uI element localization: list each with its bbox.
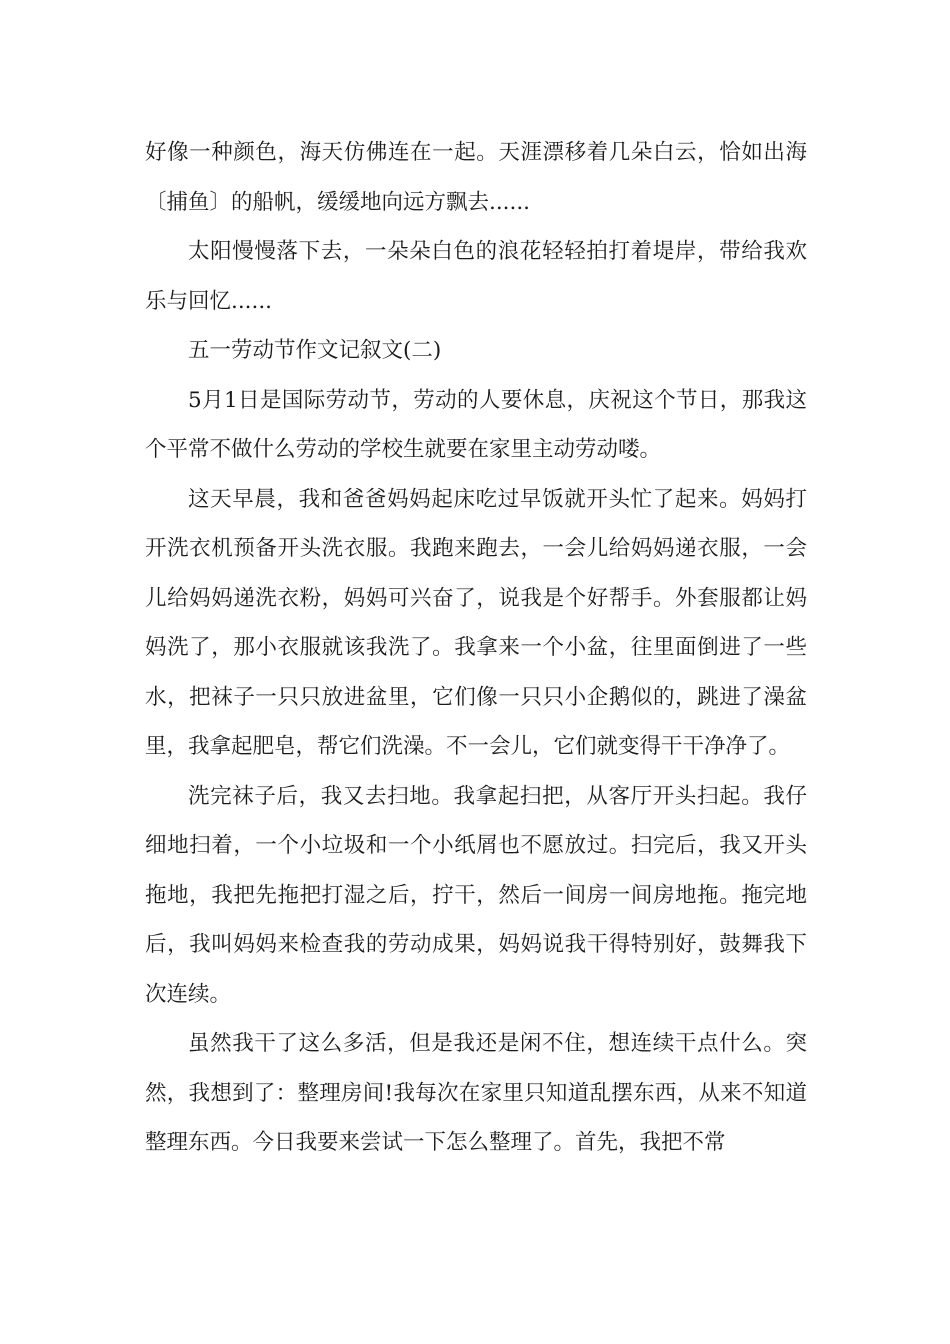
paragraph-1: 好像一种颜色，海天仿佛连在一起。天涯漂移着几朵白云，恰如出海〔捕鱼〕的船帆，缓缓地向远方飘去......	[145, 140, 807, 215]
section-heading: 五一劳动节作文记叙文(二)	[188, 338, 442, 363]
paragraph-4: 这天早晨，我和爸爸妈妈起床吃过早饭就开头忙了起来。妈妈打开洗衣机预备开头洗衣服。我跑来跑去，一会儿给妈妈递衣服，一会儿给妈妈递洗衣粉，妈妈可兴奋了，说我是个好帮手。外套服都让妈妈洗了，那小衣服就该我洗了。我拿来一个小盆，往里面倒进了一些水，把袜子一只只放进盆里，它们像一只只小企鹅似的，跳进了澡盆里，我拿起肥皂，帮它们洗澡。不一会儿，它们就变得干干净净了。	[145, 486, 807, 759]
paragraph-5: 洗完袜子后，我又去扫地。我拿起扫把，从客厅开头扫起。我仔细地扫着，一个小垃圾和一个小纸屑也不愿放过。扫完后，我又开头拖地，我把先拖把打湿之后，拧干，然后一间房一间房地拖。拖完地后，我叫妈妈来检查我的劳动成果，妈妈说我干得特别好，鼓舞我下次连续。	[145, 783, 807, 1007]
paragraph-6: 虽然我干了这么多活，但是我还是闲不住，想连续干点什么。突然，我想到了：整理房间!我每次在家里只知道乱摆东西，从来不知道整理东西。今日我要来尝试一下怎么整理了。首先，我把不常	[145, 1031, 807, 1155]
document-body	[145, 128, 807, 1168]
paragraph-2: 太阳慢慢落下去，一朵朵白色的浪花轻轻拍打着堤岸，带给我欢乐与回忆......	[145, 239, 807, 314]
paragraph-3: 5月1日是国际劳动节，劳动的人要休息，庆祝这个节日，那我这个平常不做什么劳动的学校生就要在家里主动劳动喽。	[145, 387, 807, 462]
